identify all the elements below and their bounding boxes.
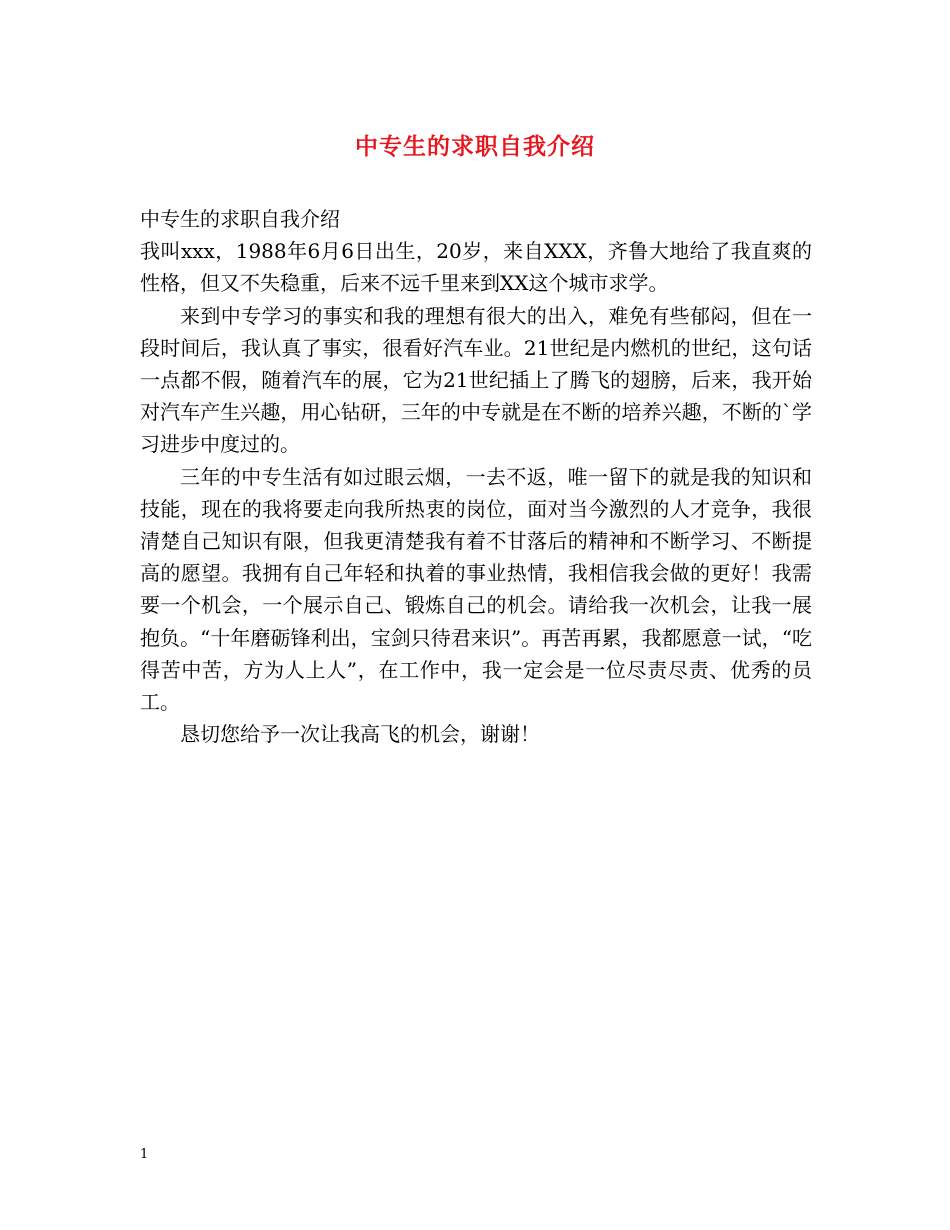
paragraph-closing: 恳切您给予一次让我高飞的机会，谢谢！ — [180, 722, 540, 747]
document-body — [140, 203, 812, 750]
document-title: 中专生的求职自我介绍 — [355, 133, 595, 160]
paragraph-intro: 我叫xxx，1988年6月6日出生，20岁，来自XXX，齐鲁大地给了我直爽的性格，但又不失稳重，后来不远千里来到XX这个城市求学。 — [140, 239, 812, 296]
paragraph-subtitle: 中专生的求职自我介绍 — [140, 207, 340, 231]
paragraph-skills: 三年的中专生活有如过眼云烟，一去不返，唯一留下的就是我的知识和技能，现在的我将要走向我所热衷的岗位，面对当今激烈的人才竞争，我很清楚自己知识有限，但我更清楚我有着不甘落后的精神和不断学习、不断提高的愿望。我拥有自己年轻和执着的事业热情，我相信我会做的更好！我需要一个机会，一个展示自己、锻炼自己的机会。请给我一次机会，让我一展抱负。“十年磨砺锋利出，宝剑只待君来识”。再苦再累，我都愿意一试，“吃得苦中苦，方为人上人”，在工作中，我一定会是一位尽责尽责、优秀的员工。 — [140, 464, 812, 715]
page-number: 1 — [140, 1147, 149, 1162]
paragraph-study: 来到中专学习的事实和我的理想有很大的出入，难免有些郁闷，但在一段时间后，我认真了事实，很看好汽车业。21世纪是内燃机的世纪，这句话一点都不假，随着汽车的展，它为21世纪插上了腾飞的翅膀，后来，我开始对汽车产生兴趣，用心钻研，三年的中专就是在不断的培养兴趣，不断的`学习进步中度过的。 — [140, 303, 812, 457]
